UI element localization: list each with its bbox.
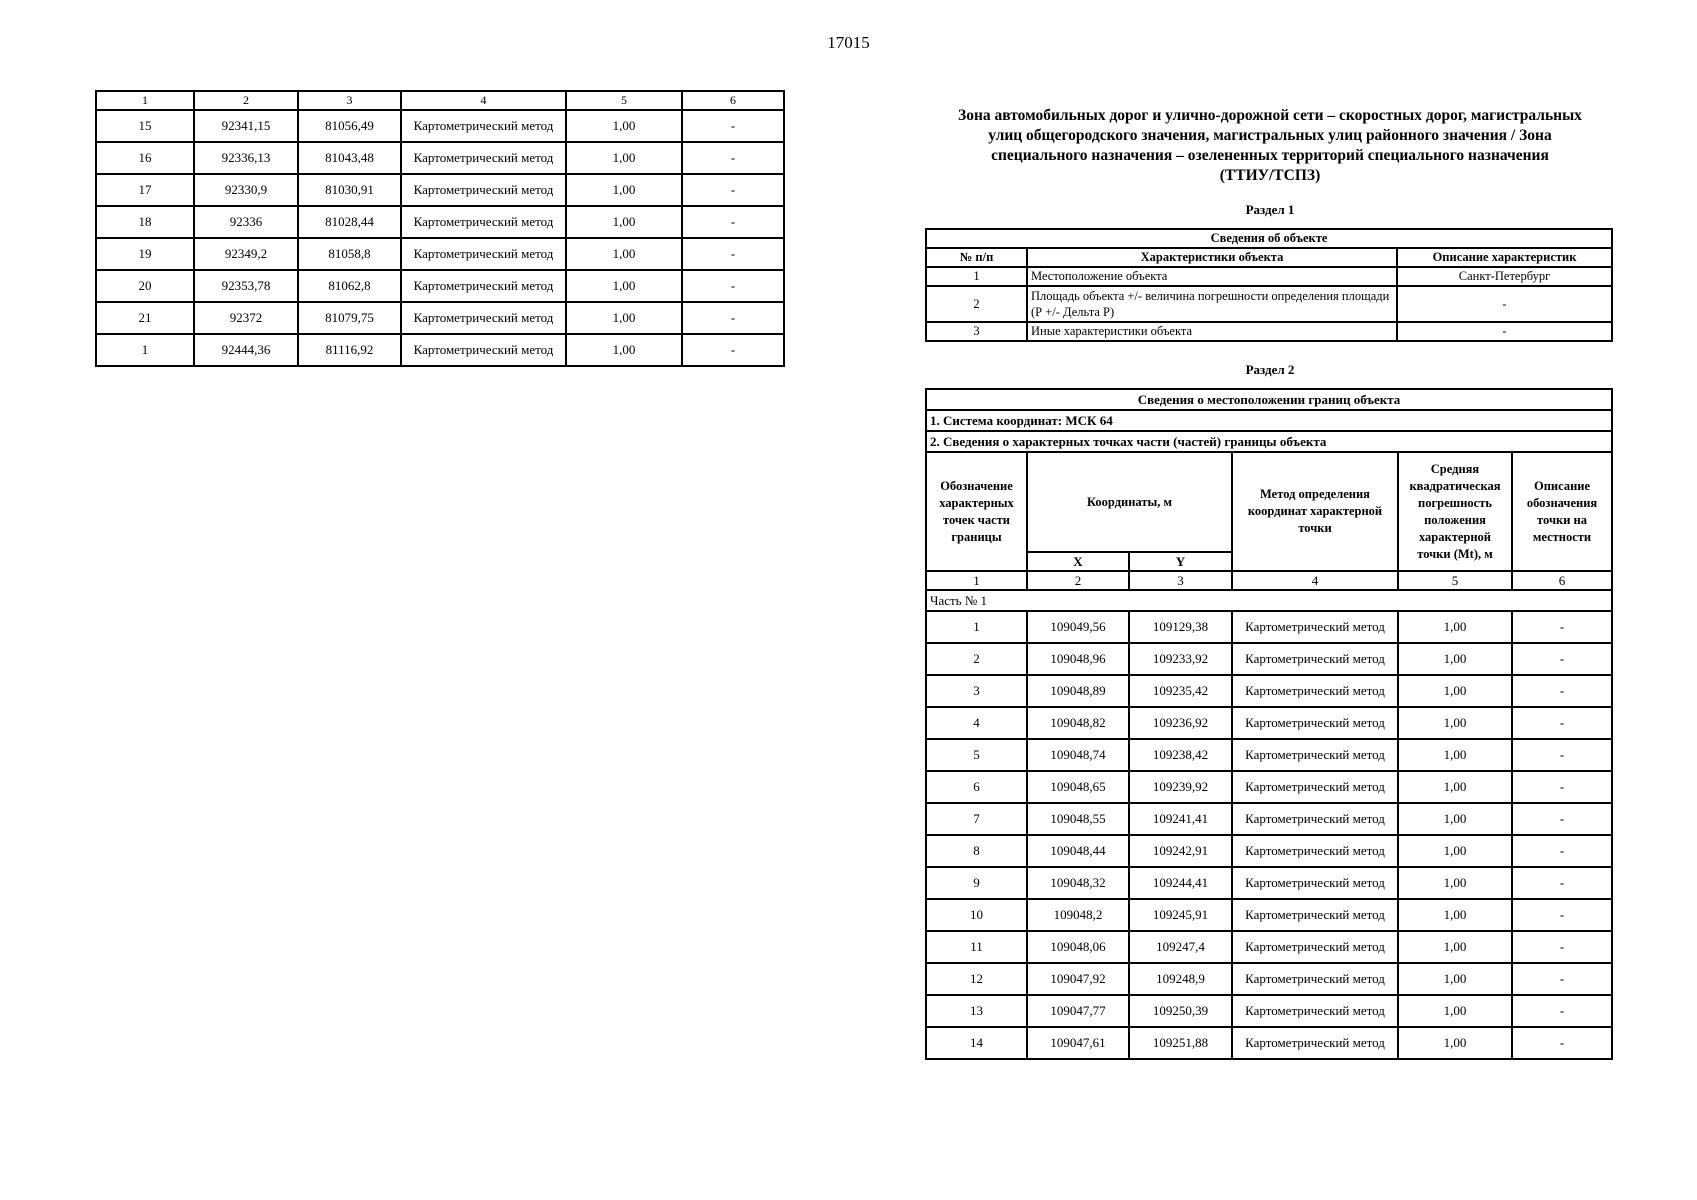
- table-cell: 81043,48: [298, 142, 401, 174]
- table-row: [926, 286, 1612, 322]
- coordinate-system: 1. Система координат: МСК 64: [926, 410, 1612, 431]
- column-number: 3: [1129, 571, 1232, 590]
- table-cell: 1: [926, 267, 1027, 286]
- table-cell: 1,00: [1398, 643, 1512, 675]
- section-1-label: Раздел 1: [1245, 202, 1295, 217]
- table-cell: -: [1512, 739, 1612, 771]
- section-2-label: Раздел 2: [1245, 362, 1295, 377]
- table-cell: -: [1512, 995, 1612, 1027]
- table-row: [926, 707, 1612, 739]
- table-cell: 15: [96, 110, 194, 142]
- table-cell: 20: [96, 270, 194, 302]
- table-cell: 109239,92: [1129, 771, 1232, 803]
- table-cell: Картометрический метод: [1232, 675, 1398, 707]
- table-row: [926, 739, 1612, 771]
- table-cell: -: [682, 238, 784, 270]
- title-line: специального назначения – озелененных территорий специального назначения: [991, 147, 1549, 164]
- table-row: [96, 206, 784, 238]
- column-number: 6: [1512, 571, 1612, 590]
- boundary-caption: Сведения о местоположении границ объекта: [926, 389, 1612, 410]
- table-cell: -: [1512, 643, 1612, 675]
- table-cell: 92444,36: [194, 334, 298, 366]
- table-cell: Картометрический метод: [1232, 803, 1398, 835]
- table-cell: 1,00: [566, 238, 682, 270]
- table-row: [96, 302, 784, 334]
- table-cell: 92349,2: [194, 238, 298, 270]
- table-cell: 109048,06: [1027, 931, 1129, 963]
- table-cell: 8: [926, 835, 1027, 867]
- table-cell: 1,00: [1398, 835, 1512, 867]
- table-cell: 1,00: [566, 142, 682, 174]
- header-cell: № п/п: [926, 248, 1027, 267]
- table-cell: 109047,61: [1027, 1027, 1129, 1059]
- table-cell: 109245,91: [1129, 899, 1232, 931]
- table-row: [926, 867, 1612, 899]
- table-cell: 109250,39: [1129, 995, 1232, 1027]
- table-cell: 109048,65: [1027, 771, 1129, 803]
- table-cell: 92336: [194, 206, 298, 238]
- column-number-row: [926, 571, 1612, 590]
- column-number: 5: [1398, 571, 1512, 590]
- table-cell: -: [1397, 286, 1612, 322]
- table-cell: -: [1512, 899, 1612, 931]
- table-cell: 10: [926, 899, 1027, 931]
- table-cell: 81056,49: [298, 110, 401, 142]
- column-number: 3: [298, 91, 401, 110]
- table-cell: Картометрический метод: [401, 206, 566, 238]
- table-cell: 109048,74: [1027, 739, 1129, 771]
- table-cell: Картометрический метод: [401, 270, 566, 302]
- table-row: [926, 322, 1612, 341]
- table-cell: 92336,13: [194, 142, 298, 174]
- table-cell: Картометрический метод: [1232, 611, 1398, 643]
- table-cell: 81079,75: [298, 302, 401, 334]
- header-y: Y: [1129, 552, 1232, 571]
- table-row: [926, 611, 1612, 643]
- table-cell: 109248,9: [1129, 963, 1232, 995]
- table-cell: 17: [96, 174, 194, 206]
- table-cell: 92330,9: [194, 174, 298, 206]
- table-cell: 109048,89: [1027, 675, 1129, 707]
- table-cell: 11: [926, 931, 1027, 963]
- table-cell: -: [1512, 1027, 1612, 1059]
- table-cell: Местоположение объекта: [1027, 267, 1397, 286]
- table-cell: 1,00: [1398, 707, 1512, 739]
- table-cell: 109251,88: [1129, 1027, 1232, 1059]
- table-cell: 9: [926, 867, 1027, 899]
- points-caption: 2. Сведения о характерных точках части (частей) границы объекта: [926, 431, 1612, 452]
- table-row: [926, 931, 1612, 963]
- object-info-table: [925, 228, 1613, 342]
- table-cell: 109236,92: [1129, 707, 1232, 739]
- table-cell: 6: [926, 771, 1027, 803]
- table-cell: 109047,77: [1027, 995, 1129, 1027]
- table-cell: 1,00: [1398, 867, 1512, 899]
- table-cell: -: [1512, 963, 1612, 995]
- table-cell: 1,00: [566, 302, 682, 334]
- table-cell: -: [1397, 322, 1612, 341]
- table-cell: 81116,92: [298, 334, 401, 366]
- table-cell: Картометрический метод: [1232, 995, 1398, 1027]
- header-cell: Описание характеристик: [1397, 248, 1612, 267]
- table-cell: -: [1512, 771, 1612, 803]
- table-cell: -: [1512, 931, 1612, 963]
- table-cell: 1: [926, 611, 1027, 643]
- table-cell: 109048,44: [1027, 835, 1129, 867]
- table-cell: 7: [926, 803, 1027, 835]
- table-cell: 2: [926, 286, 1027, 322]
- table-cell: -: [682, 110, 784, 142]
- table-cell: 1,00: [1398, 899, 1512, 931]
- column-number: 5: [566, 91, 682, 110]
- table-cell: 1,00: [1398, 931, 1512, 963]
- table-row: [96, 334, 784, 366]
- table-cell: Картометрический метод: [1232, 643, 1398, 675]
- title-line: Зона автомобильных дорог и улично-дорожной сети – скоростных дорог, магистральных: [958, 107, 1582, 124]
- title-line: улиц общегородского значения, магистральных улиц районного значения / Зона: [988, 127, 1552, 144]
- left-coordinates-table: [95, 90, 785, 367]
- table-cell: 81028,44: [298, 206, 401, 238]
- table-cell: Картометрический метод: [401, 174, 566, 206]
- table-cell: 109048,82: [1027, 707, 1129, 739]
- table-cell: 3: [926, 675, 1027, 707]
- column-number: 2: [194, 91, 298, 110]
- header-cell: Характеристики объекта: [1027, 248, 1397, 267]
- table-row: [926, 899, 1612, 931]
- table-cell: 1,00: [1398, 803, 1512, 835]
- table-cell: 92372: [194, 302, 298, 334]
- table-cell: Картометрический метод: [1232, 899, 1398, 931]
- table-cell: -: [1512, 611, 1612, 643]
- table-cell: 18: [96, 206, 194, 238]
- table-cell: 109242,91: [1129, 835, 1232, 867]
- table-cell: Картометрический метод: [1232, 931, 1398, 963]
- table-header-row: [926, 452, 1612, 552]
- part-label: Часть № 1: [926, 590, 1612, 611]
- table-cell: 1,00: [566, 334, 682, 366]
- table-cell: 81058,8: [298, 238, 401, 270]
- table-row: [926, 995, 1612, 1027]
- table-cell: 1,00: [1398, 995, 1512, 1027]
- table-cell: 1,00: [1398, 675, 1512, 707]
- table-cell: -: [682, 174, 784, 206]
- table-cell: 14: [926, 1027, 1027, 1059]
- table-cell: Картометрический метод: [1232, 1027, 1398, 1059]
- table-cell: Картометрический метод: [1232, 707, 1398, 739]
- table-cell: 3: [926, 322, 1027, 341]
- table-row: [926, 803, 1612, 835]
- table-cell: 109241,41: [1129, 803, 1232, 835]
- table-row: [926, 771, 1612, 803]
- table-row: [96, 238, 784, 270]
- table-cell: 1,00: [1398, 611, 1512, 643]
- column-number: 1: [96, 91, 194, 110]
- table-row: [926, 643, 1612, 675]
- table-cell: 1,00: [566, 174, 682, 206]
- table-cell: -: [1512, 675, 1612, 707]
- table-row: [926, 835, 1612, 867]
- table-cell: 1,00: [1398, 771, 1512, 803]
- table-cell: 109048,96: [1027, 643, 1129, 675]
- header-description: Описание обозначения точки на местности: [1512, 452, 1612, 571]
- table-cell: 109238,42: [1129, 739, 1232, 771]
- table-cell: 1: [96, 334, 194, 366]
- table-cell: Картометрический метод: [1232, 867, 1398, 899]
- header-designation: Обозначение характерных точек части границы: [926, 452, 1027, 571]
- table-cell: 109048,32: [1027, 867, 1129, 899]
- table-cell: -: [682, 302, 784, 334]
- table-row: [926, 675, 1612, 707]
- table-cell: -: [1512, 803, 1612, 835]
- page-number: 17015: [827, 33, 870, 52]
- object-info-caption: Сведения об объекте: [926, 229, 1612, 248]
- column-number: 4: [401, 91, 566, 110]
- column-number: 2: [1027, 571, 1129, 590]
- table-cell: 109047,92: [1027, 963, 1129, 995]
- table-cell: 109235,42: [1129, 675, 1232, 707]
- table-cell: 109129,38: [1129, 611, 1232, 643]
- table-cell: -: [682, 270, 784, 302]
- header-x: X: [1027, 552, 1129, 571]
- table-cell: 5: [926, 739, 1027, 771]
- table-cell: Картометрический метод: [1232, 835, 1398, 867]
- table-row: [96, 110, 784, 142]
- table-cell: -: [682, 142, 784, 174]
- table-cell: 4: [926, 707, 1027, 739]
- table-cell: 1,00: [566, 110, 682, 142]
- table-cell: Картометрический метод: [401, 142, 566, 174]
- table-cell: -: [1512, 835, 1612, 867]
- table-cell: 109247,4: [1129, 931, 1232, 963]
- table-row: [926, 1027, 1612, 1059]
- table-cell: Санкт-Петербург: [1397, 267, 1612, 286]
- column-number: 6: [682, 91, 784, 110]
- table-cell: 109048,2: [1027, 899, 1129, 931]
- document-title: [925, 106, 1615, 186]
- table-cell: -: [1512, 867, 1612, 899]
- boundary-points-table: [925, 388, 1613, 1060]
- header-method: Метод определения координат характерной точки: [1232, 452, 1398, 571]
- table-cell: 16: [96, 142, 194, 174]
- table-cell: Картометрический метод: [1232, 963, 1398, 995]
- table-cell: Картометрический метод: [401, 302, 566, 334]
- table-cell: Картометрический метод: [401, 334, 566, 366]
- header-error: Средняя квадратическая погрешность положения характерной точки (Мt), м: [1398, 452, 1512, 571]
- table-cell: 81062,8: [298, 270, 401, 302]
- table-cell: 2: [926, 643, 1027, 675]
- table-cell: Картометрический метод: [1232, 771, 1398, 803]
- table-cell: -: [1512, 707, 1612, 739]
- table-cell: 13: [926, 995, 1027, 1027]
- table-cell: 109049,56: [1027, 611, 1129, 643]
- table-cell: 92341,15: [194, 110, 298, 142]
- table-cell: 81030,91: [298, 174, 401, 206]
- table-row: [926, 267, 1612, 286]
- table-cell: 1,00: [1398, 739, 1512, 771]
- table-header-row: [96, 91, 784, 110]
- table-cell: 19: [96, 238, 194, 270]
- table-row: [96, 142, 784, 174]
- table-cell: Картометрический метод: [401, 238, 566, 270]
- table-cell: 109244,41: [1129, 867, 1232, 899]
- table-row: [96, 270, 784, 302]
- table-cell: Картометрический метод: [1232, 739, 1398, 771]
- table-row: [926, 963, 1612, 995]
- table-cell: Площадь объекта +/- величина погрешности определения площади (Р +/- Дельта Р): [1027, 286, 1397, 322]
- table-cell: 21: [96, 302, 194, 334]
- table-cell: 1,00: [566, 270, 682, 302]
- table-cell: -: [682, 334, 784, 366]
- table-cell: -: [682, 206, 784, 238]
- column-number: 4: [1232, 571, 1398, 590]
- table-cell: 109048,55: [1027, 803, 1129, 835]
- table-cell: 1,00: [1398, 963, 1512, 995]
- column-number: 1: [926, 571, 1027, 590]
- title-line: (ТТИУ/ТСПЗ): [1219, 167, 1321, 184]
- table-cell: Иные характеристики объекта: [1027, 322, 1397, 341]
- table-header-row: [926, 248, 1612, 267]
- table-cell: Картометрический метод: [401, 110, 566, 142]
- table-row: [96, 174, 784, 206]
- table-cell: 1,00: [1398, 1027, 1512, 1059]
- table-cell: 1,00: [566, 206, 682, 238]
- table-cell: 109233,92: [1129, 643, 1232, 675]
- table-cell: 92353,78: [194, 270, 298, 302]
- header-coordinates: Координаты, м: [1027, 452, 1232, 552]
- table-cell: 12: [926, 963, 1027, 995]
